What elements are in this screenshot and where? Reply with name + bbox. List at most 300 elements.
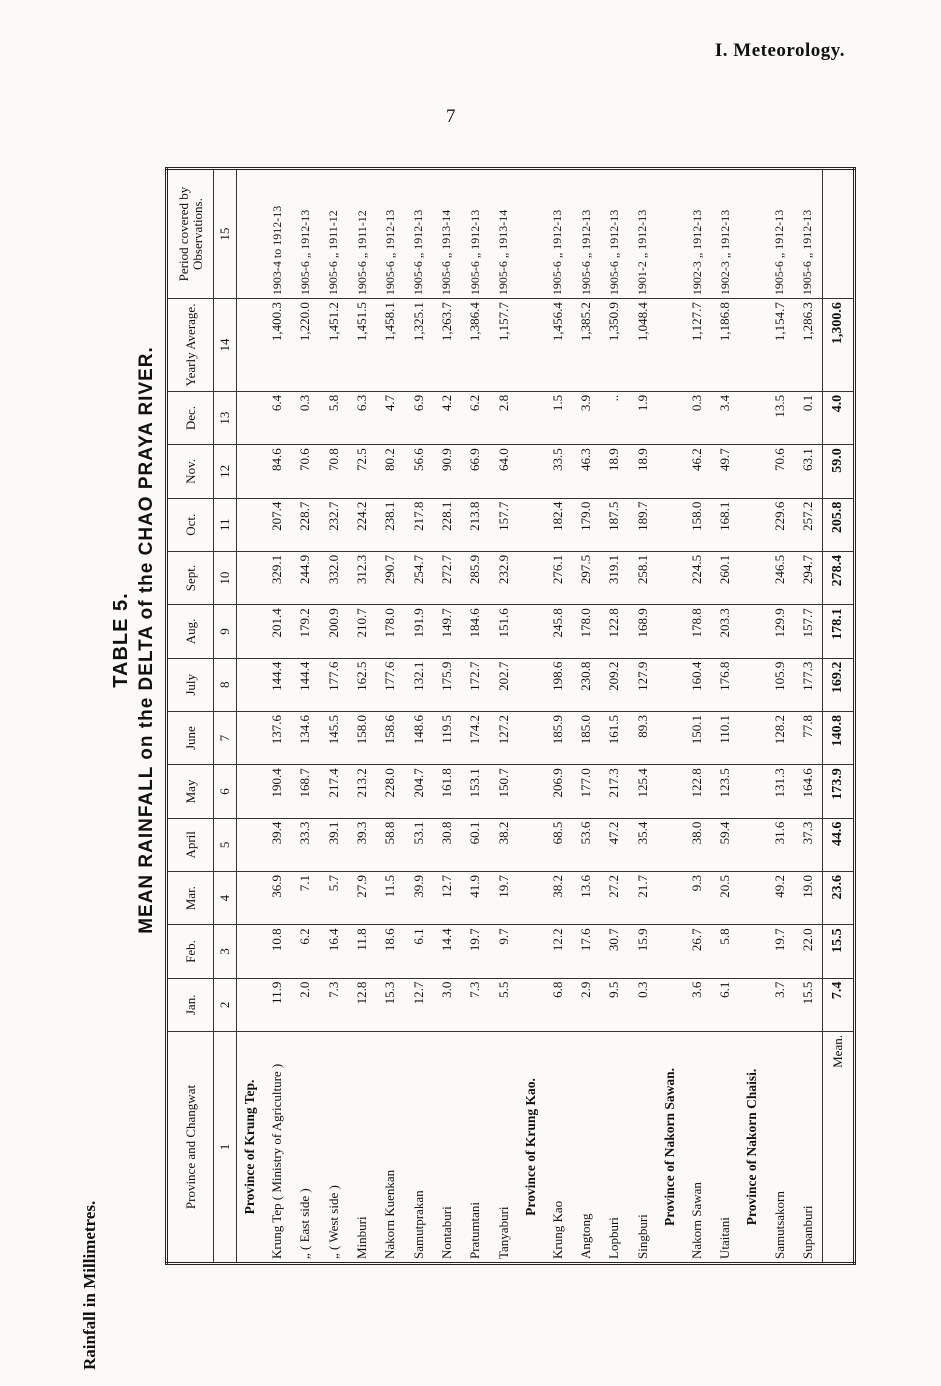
rainfall-value: 6.9 <box>404 391 432 444</box>
province-heading-row <box>518 169 544 1264</box>
rainfall-value: 179.2 <box>291 605 319 658</box>
column-number: 15 <box>214 169 237 299</box>
page-number: 7 <box>446 106 456 127</box>
rainfall-value: 332.0 <box>320 551 348 604</box>
rainfall-value: 230.8 <box>572 658 600 711</box>
rainfall-value: 177.0 <box>572 765 600 818</box>
rainfall-value: 66.9 <box>461 445 489 498</box>
observation-period: 1905-6 „ 1912-13 <box>794 169 823 299</box>
empty-cell <box>237 169 264 299</box>
empty-cell <box>657 299 683 392</box>
rainfall-value: 1,385.2 <box>572 299 600 392</box>
rainfall-value: 5.5 <box>489 978 517 1031</box>
rainfall-value: 13.5 <box>765 391 793 444</box>
changwat-name: Krung Kao <box>544 1032 572 1264</box>
rainfall-value: 18.9 <box>600 445 628 498</box>
rainfall-value: 19.7 <box>765 925 793 978</box>
rainfall-value: 2.0 <box>291 978 319 1031</box>
rainfall-value: 17.6 <box>572 925 600 978</box>
mean-value: 173.9 <box>823 765 855 818</box>
observation-period: 1901-2 „ 1912-13 <box>629 169 657 299</box>
rainfall-value: 90.9 <box>433 445 461 498</box>
rainfall-value: 39.3 <box>348 818 376 871</box>
rainfall-value: 158.0 <box>683 498 711 551</box>
rainfall-value: 56.6 <box>404 445 432 498</box>
observation-period: 1905-6 „ 1912-13 <box>461 169 489 299</box>
table-row <box>489 169 517 1264</box>
rainfall-value: 178.0 <box>572 605 600 658</box>
rainfall-value: 158.6 <box>376 711 404 764</box>
changwat-name: Supanburi <box>794 1032 823 1264</box>
empty-cell <box>518 391 544 444</box>
table-row <box>404 169 432 1264</box>
empty-cell <box>237 299 264 392</box>
mean-value: 1,300.6 <box>823 299 855 392</box>
column-number: 4 <box>214 871 237 924</box>
rainfall-value: 6.4 <box>263 391 291 444</box>
rainfall-value: 26.7 <box>683 925 711 978</box>
table-body <box>237 169 855 1264</box>
rainfall-value: 228.0 <box>376 765 404 818</box>
rainfall-value: 6.8 <box>544 978 572 1031</box>
empty-cell <box>739 498 765 551</box>
empty-cell <box>739 765 765 818</box>
empty-cell <box>739 978 765 1031</box>
rainfall-value: 276.1 <box>544 551 572 604</box>
column-header: Mar. <box>167 871 214 924</box>
rainfall-value: 213.2 <box>348 765 376 818</box>
empty-cell <box>237 978 264 1031</box>
column-number: 13 <box>214 391 237 444</box>
changwat-name: „ ( East side ) <box>291 1032 319 1264</box>
rainfall-value: 157.7 <box>794 605 823 658</box>
rainfall-value: 39.1 <box>320 818 348 871</box>
rainfall-value: 9.5 <box>600 978 628 1031</box>
rainfall-value: 294.7 <box>794 551 823 604</box>
empty-cell <box>739 169 765 299</box>
rainfall-value: 39.9 <box>404 871 432 924</box>
rainfall-value: 285.9 <box>461 551 489 604</box>
rainfall-value: 272.7 <box>433 551 461 604</box>
rainfall-value: 89.3 <box>629 711 657 764</box>
rainfall-value: 35.4 <box>629 818 657 871</box>
table-subtitle: MEAN RAINFALL on the DELTA of the CHAO PRAYA RIVER. <box>136 346 157 934</box>
rainfall-value: 164.6 <box>794 765 823 818</box>
observation-period: 1905-6 „ 1913-14 <box>433 169 461 299</box>
rainfall-value: 19.7 <box>489 871 517 924</box>
rainfall-value: 150.7 <box>489 765 517 818</box>
column-number: 6 <box>214 765 237 818</box>
empty-cell <box>823 169 855 299</box>
rainfall-table <box>165 167 856 1265</box>
changwat-name: „ ( West side ) <box>320 1032 348 1264</box>
observation-period: 1903-4 to 1912-13 <box>263 169 291 299</box>
province-heading: Province of Krung Tep. <box>237 1032 264 1264</box>
rainfall-value: 5.8 <box>320 391 348 444</box>
empty-cell <box>518 498 544 551</box>
rainfall-value: 224.2 <box>348 498 376 551</box>
rainfall-value: 0.3 <box>291 391 319 444</box>
rainfall-value: 204.7 <box>404 765 432 818</box>
rainfall-value: 148.6 <box>404 711 432 764</box>
empty-cell <box>657 925 683 978</box>
province-heading-row <box>739 169 765 1264</box>
section-header: I. Meteorology. <box>714 40 845 61</box>
empty-cell <box>657 658 683 711</box>
rainfall-value: 6.2 <box>291 925 319 978</box>
rainfall-value: 27.2 <box>600 871 628 924</box>
rainfall-value: 119.5 <box>433 711 461 764</box>
rainfall-value: 182.4 <box>544 498 572 551</box>
province-heading: Province of Nakorn Chaisi. <box>739 1032 765 1264</box>
column-number: 7 <box>214 711 237 764</box>
mean-value: 169.2 <box>823 658 855 711</box>
table-title: TABLE 5. <box>110 592 132 688</box>
empty-cell <box>739 605 765 658</box>
empty-cell <box>657 978 683 1031</box>
rainfall-value: 63.1 <box>794 445 823 498</box>
rainfall-value: 9.3 <box>683 871 711 924</box>
column-header: April <box>167 818 214 871</box>
rainfall-value: 27.9 <box>348 871 376 924</box>
table-row <box>765 169 793 1264</box>
rainfall-value: 5.8 <box>711 925 739 978</box>
rainfall-value: 178.8 <box>683 605 711 658</box>
empty-cell <box>657 169 683 299</box>
observation-period: 1905-6 „ 1912-13 <box>376 169 404 299</box>
rainfall-value: 175.9 <box>433 658 461 711</box>
rainfall-value: 68.5 <box>544 818 572 871</box>
empty-cell <box>237 871 264 924</box>
rainfall-value: 70.6 <box>291 445 319 498</box>
empty-cell <box>237 551 264 604</box>
rainfall-value: 200.9 <box>320 605 348 658</box>
changwat-name: Tanyaburi <box>489 1032 517 1264</box>
empty-cell <box>739 818 765 871</box>
rainfall-value: 72.5 <box>348 445 376 498</box>
rainfall-value: 232.9 <box>489 551 517 604</box>
rainfall-value: 1,286.3 <box>794 299 823 392</box>
rainfall-value: 123.5 <box>711 765 739 818</box>
rainfall-value: 59.4 <box>711 818 739 871</box>
rainfall-value: 144.4 <box>263 658 291 711</box>
rainfall-value: 210.7 <box>348 605 376 658</box>
column-number: 2 <box>214 978 237 1031</box>
changwat-name: Krung Tep ( Ministry of Agriculture ) <box>263 1032 291 1264</box>
empty-cell <box>657 551 683 604</box>
empty-cell <box>518 445 544 498</box>
column-number: 10 <box>214 551 237 604</box>
rainfall-value: 132.1 <box>404 658 432 711</box>
rainfall-value: 11.8 <box>348 925 376 978</box>
column-header-row <box>167 169 214 1264</box>
table-row <box>433 169 461 1264</box>
rainfall-value: 105.9 <box>765 658 793 711</box>
rainfall-value: 198.6 <box>544 658 572 711</box>
rainfall-value: 1,386.4 <box>461 299 489 392</box>
empty-cell <box>518 978 544 1031</box>
rainfall-value: 172.7 <box>461 658 489 711</box>
rainfall-value: 33.3 <box>291 818 319 871</box>
mean-value: 205.8 <box>823 498 855 551</box>
mean-value: 7.4 <box>823 978 855 1031</box>
rainfall-value: 131.3 <box>765 765 793 818</box>
rainfall-value: 144.4 <box>291 658 319 711</box>
rainfall-value: 4.2 <box>433 391 461 444</box>
changwat-name: Nakorn Kuenkan <box>376 1032 404 1264</box>
empty-cell <box>237 818 264 871</box>
rainfall-value: 177.6 <box>320 658 348 711</box>
rainfall-value: 217.3 <box>600 765 628 818</box>
empty-cell <box>739 871 765 924</box>
rainfall-value: 38.2 <box>489 818 517 871</box>
changwat-name: Minburi <box>348 1032 376 1264</box>
mean-value: 178.1 <box>823 605 855 658</box>
column-header: Period covered by Observations. <box>167 169 214 299</box>
rainfall-value: 11.5 <box>376 871 404 924</box>
column-header: Dec. <box>167 391 214 444</box>
rainfall-value: 46.2 <box>683 445 711 498</box>
rainfall-value: 228.7 <box>291 498 319 551</box>
rainfall-value: 128.2 <box>765 711 793 764</box>
observation-period: 1905-6 „ 1912-13 <box>291 169 319 299</box>
rainfall-value: 137.6 <box>263 711 291 764</box>
rainfall-value: 3.4 <box>711 391 739 444</box>
rainfall-value: 207.4 <box>263 498 291 551</box>
observation-period: 1905-6 „ 1913-14 <box>489 169 517 299</box>
rainfall-value: 7.1 <box>291 871 319 924</box>
rainfall-value: 201.4 <box>263 605 291 658</box>
rainfall-value: 3.9 <box>572 391 600 444</box>
column-number: 1 <box>214 1032 237 1264</box>
rainfall-value: 6.3 <box>348 391 376 444</box>
rainfall-value: 12.7 <box>404 978 432 1031</box>
rainfall-value: .. <box>600 391 628 444</box>
rainfall-value: 12.2 <box>544 925 572 978</box>
rainfall-value: 1,186.8 <box>711 299 739 392</box>
column-number: 8 <box>214 658 237 711</box>
rainfall-value: 229.6 <box>765 498 793 551</box>
rainfall-value: 70.8 <box>320 445 348 498</box>
table-row <box>629 169 657 1264</box>
mean-value: 140.8 <box>823 711 855 764</box>
province-heading-row <box>237 169 264 1264</box>
rainfall-value: 21.7 <box>629 871 657 924</box>
rainfall-value: 149.7 <box>433 605 461 658</box>
rainfall-value: 13.6 <box>572 871 600 924</box>
table-row <box>711 169 739 1264</box>
rainfall-value: 22.0 <box>794 925 823 978</box>
rainfall-value: 158.0 <box>348 711 376 764</box>
rainfall-value: 33.5 <box>544 445 572 498</box>
rainfall-value: 0.3 <box>683 391 711 444</box>
empty-cell <box>739 391 765 444</box>
rainfall-value: 49.2 <box>765 871 793 924</box>
rainfall-value: 145.5 <box>320 711 348 764</box>
empty-cell <box>518 818 544 871</box>
rainfall-value: 38.0 <box>683 818 711 871</box>
rainfall-value: 174.2 <box>461 711 489 764</box>
table-row <box>376 169 404 1264</box>
rainfall-value: 12.7 <box>433 871 461 924</box>
rainfall-value: 37.3 <box>794 818 823 871</box>
changwat-name: Angtong <box>572 1032 600 1264</box>
observation-period: 1905-6 „ 1912-13 <box>572 169 600 299</box>
column-header: Yearly Average. <box>167 299 214 392</box>
observation-period: 1905-6 „ 1912-13 <box>765 169 793 299</box>
observation-period: 1905-6 „ 1911-12 <box>348 169 376 299</box>
column-header: Aug. <box>167 605 214 658</box>
changwat-name: Nakorn Sawan <box>683 1032 711 1264</box>
rainfall-value: 2.9 <box>572 978 600 1031</box>
rainfall-value: 11.9 <box>263 978 291 1031</box>
rainfall-value: 162.5 <box>348 658 376 711</box>
rainfall-value: 187.5 <box>600 498 628 551</box>
rainfall-value: 84.6 <box>263 445 291 498</box>
rainfall-value: 217.4 <box>320 765 348 818</box>
column-number: 12 <box>214 445 237 498</box>
rainfall-value: 245.8 <box>544 605 572 658</box>
table-row <box>263 169 291 1264</box>
rainfall-value: 18.9 <box>629 445 657 498</box>
rainfall-value: 58.8 <box>376 818 404 871</box>
rainfall-value: 3.6 <box>683 978 711 1031</box>
rainfall-value: 36.9 <box>263 871 291 924</box>
mean-row <box>823 169 855 1264</box>
rainfall-value: 1,154.7 <box>765 299 793 392</box>
observation-period: 1905-6 „ 1912-13 <box>600 169 628 299</box>
rainfall-value: 18.6 <box>376 925 404 978</box>
column-header: July <box>167 658 214 711</box>
mean-label: Mean. <box>823 1032 855 1264</box>
rainfall-value: 9.7 <box>489 925 517 978</box>
province-heading: Province of Krung Kao. <box>518 1032 544 1264</box>
empty-cell <box>518 658 544 711</box>
rainfall-value: 31.6 <box>765 818 793 871</box>
empty-cell <box>237 391 264 444</box>
changwat-name: Samutprakan <box>404 1032 432 1264</box>
rainfall-value: 190.4 <box>263 765 291 818</box>
rainfall-value: 6.2 <box>461 391 489 444</box>
rainfall-value: 1,157.7 <box>489 299 517 392</box>
table-row <box>320 169 348 1264</box>
rainfall-value: 257.2 <box>794 498 823 551</box>
rainfall-value: 161.8 <box>433 765 461 818</box>
empty-cell <box>657 445 683 498</box>
empty-cell <box>657 818 683 871</box>
table-row <box>572 169 600 1264</box>
observation-period: 1902-3 „ 1912-13 <box>711 169 739 299</box>
rainfall-value: 122.8 <box>600 605 628 658</box>
rainfall-value: 7.3 <box>320 978 348 1031</box>
rainfall-value: 134.6 <box>291 711 319 764</box>
empty-cell <box>518 605 544 658</box>
empty-cell <box>657 711 683 764</box>
rainfall-value: 160.4 <box>683 658 711 711</box>
rainfall-value: 168.1 <box>711 498 739 551</box>
rainfall-value: 177.3 <box>794 658 823 711</box>
rainfall-value: 189.7 <box>629 498 657 551</box>
empty-cell <box>739 925 765 978</box>
table-row <box>600 169 628 1264</box>
rainfall-value: 1,456.4 <box>544 299 572 392</box>
table-row <box>794 169 823 1264</box>
rainfall-value: 47.2 <box>600 818 628 871</box>
rainfall-value: 1,350.9 <box>600 299 628 392</box>
empty-cell <box>657 871 683 924</box>
column-number: 14 <box>214 299 237 392</box>
rainfall-value: 202.7 <box>489 658 517 711</box>
rainfall-value: 258.1 <box>629 551 657 604</box>
rainfall-value: 6.1 <box>404 925 432 978</box>
rainfall-value: 38.2 <box>544 871 572 924</box>
rainfall-value: 49.7 <box>711 445 739 498</box>
rainfall-value: 228.1 <box>433 498 461 551</box>
rainfall-value: 329.1 <box>263 551 291 604</box>
column-number: 3 <box>214 925 237 978</box>
column-header: Oct. <box>167 498 214 551</box>
rainfall-value: 1,458.1 <box>376 299 404 392</box>
rainfall-value: 203.3 <box>711 605 739 658</box>
empty-cell <box>657 765 683 818</box>
rainfall-value: 1.9 <box>629 391 657 444</box>
empty-cell <box>518 169 544 299</box>
rainfall-value: 238.1 <box>376 498 404 551</box>
column-number: 9 <box>214 605 237 658</box>
table-row <box>683 169 711 1264</box>
rainfall-value: 125.4 <box>629 765 657 818</box>
rainfall-value: 168.7 <box>291 765 319 818</box>
rainfall-value: 70.6 <box>765 445 793 498</box>
rainfall-value: 64.0 <box>489 445 517 498</box>
rainfall-value: 246.5 <box>765 551 793 604</box>
rainfall-value: 19.0 <box>794 871 823 924</box>
empty-cell <box>237 445 264 498</box>
rainfall-value: 15.9 <box>629 925 657 978</box>
column-number-row <box>214 169 237 1264</box>
empty-cell <box>657 605 683 658</box>
empty-cell <box>237 658 264 711</box>
empty-cell <box>739 445 765 498</box>
rainfall-value: 209.2 <box>600 658 628 711</box>
rainfall-value: 30.8 <box>433 818 461 871</box>
observation-period: 1902-3 „ 1912-13 <box>683 169 711 299</box>
rainfall-value: 150.1 <box>683 711 711 764</box>
empty-cell <box>237 711 264 764</box>
empty-cell <box>518 925 544 978</box>
rainfall-value: 129.9 <box>765 605 793 658</box>
province-heading: Province of Nakorn Sawan. <box>657 1032 683 1264</box>
rainfall-value: 1,263.7 <box>433 299 461 392</box>
rainfall-value: 1,325.1 <box>404 299 432 392</box>
rainfall-value: 46.3 <box>572 445 600 498</box>
rainfall-value: 12.8 <box>348 978 376 1031</box>
empty-cell <box>739 551 765 604</box>
rainfall-value: 151.6 <box>489 605 517 658</box>
mean-value: 59.0 <box>823 445 855 498</box>
rainfall-value: 127.9 <box>629 658 657 711</box>
rainfall-value: 184.6 <box>461 605 489 658</box>
mean-value: 15.5 <box>823 925 855 978</box>
rainfall-value: 185.9 <box>544 711 572 764</box>
rainfall-value: 177.6 <box>376 658 404 711</box>
observation-period: 1905-6 „ 1912-13 <box>404 169 432 299</box>
rainfall-value: 176.8 <box>711 658 739 711</box>
rainfall-value: 319.1 <box>600 551 628 604</box>
rainfall-value: 14.4 <box>433 925 461 978</box>
empty-cell <box>657 391 683 444</box>
rotated-table-page <box>80 140 880 1370</box>
